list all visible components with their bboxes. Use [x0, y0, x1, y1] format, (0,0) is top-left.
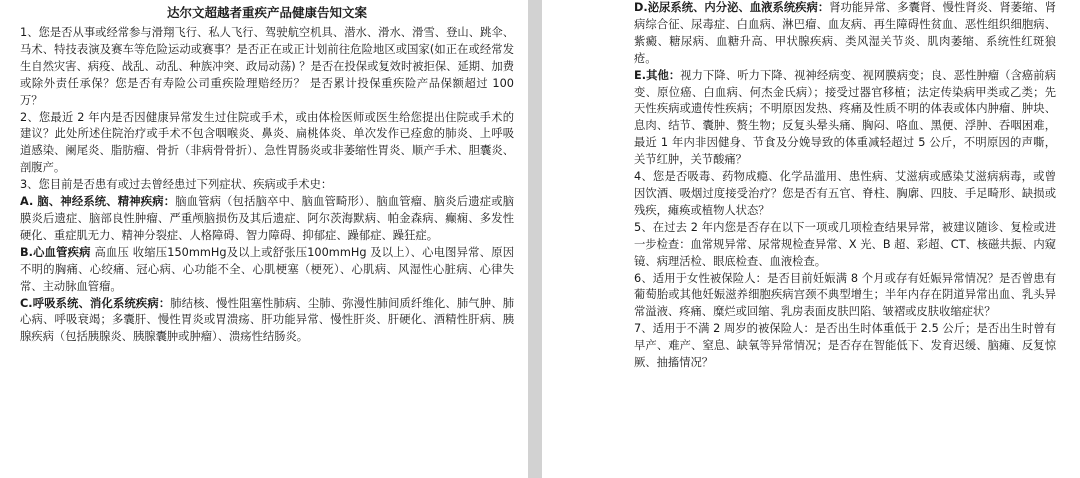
paragraph-heading: A. 脑、神经系统、精神疾病：: [20, 195, 176, 209]
paragraph-heading: C.呼吸系统、消化系统疾病：: [20, 296, 171, 310]
paragraph: [20, 296, 514, 347]
paragraph: [634, 0, 1056, 68]
paragraph-heading: D.泌尿系统、内分泌、血液系统疾病：: [634, 1, 830, 14]
paragraph-text: 2、您最近 2 年内是否因健康异常发生过住院或手术，或由体检医师或医生给您提出住院或手术的建议？此处所述住院治疗或手术不包含咽喉炎、鼻炎、扁桃体炎、单次发作已痊愈的肺炎、上呼吸道感染、阑尾炎、脂肪瘤、骨折（非病骨骨折）、急性胃肠炎或非萎缩性胃炎、顺产手术、胆囊炎、剖腹产。: [20, 110, 514, 175]
right-page: [542, 0, 1080, 478]
paragraph: [20, 25, 514, 110]
paragraph: [20, 177, 514, 194]
paragraph-heading: B.心血管疾病: [20, 245, 91, 259]
paragraph: [634, 321, 1056, 372]
paragraph-text: 肺结核、慢性阻塞性肺病、尘肺、弥漫性肺间质纤维化、肺气肿、肺心病、呼吸衰竭；多囊肝、慢性胃炎或胃溃疡、肝功能异常、慢性肝炎、肝硬化、酒精性肝病、胰腺疾病（包括胰腺炎、胰腺囊肿或肿瘤）、溃疡性结肠炎。: [20, 296, 514, 344]
paragraph: [634, 68, 1056, 169]
paragraph-text: 脑血管病（包括脑卒中、脑血管畸形）、脑血管瘤、脑炎后遗症或脑膜炎后遗症、脑部良性肿瘤、严重颅脑损伤及其后遗症、阿尔茨海默病、帕金森病、癫痫、多发性硬化、重症肌无力、精神分裂症、人格障碍、智力障碍、抑郁症、躁郁症、躁狂症。: [20, 195, 514, 242]
paragraph-text: 视力下降、听力下降、视神经病变、视网膜病变；良、恶性肿瘤（含癌前病变、原位癌、白血病、何杰金氏病）；接受过器官移植；法定传染病甲类或乙类；先天性疾病或遗传性疾病；不明原因发热、疼痛及性质不明的体表或体内肿瘤、肿块、息肉、结节、囊肿、赘生物；反复头晕头痛、胸闷、咯血、黑便、浮肿、吞咽困难，最近 1 年内非因健身、节食及分娩导致的体重减轻超过 5 公斤，不明原因的声嘶，关节红肿，关节酸痛？: [634, 68, 1056, 167]
paragraph: [634, 271, 1056, 322]
paragraph-text: 1、您是否从事或经常参与滑翔飞行、私人飞行、驾驶航空机具、潜水、滑水、滑雪、登山、跳伞、马术、特技表演及赛车等危险运动或赛事？是否正在或正计划前往危险地区或国家(如正在或经常发生自然灾害、病疫、战乱、动乱、种族冲突、政局动荡) ？是否在投保或复效时被拒保、延期、加费或除外责任承保？您是否有寿险公司重疾险理赔经历？ 是否累计投保重疾险产品保额超过 100 万？: [20, 26, 514, 107]
paragraph-text: 高血压 收缩压150mmHg及以上或舒张压100mmHg 及以上）、心电图异常、原因不明的胸痛、心绞痛、冠心病、心功能不全、心肌梗塞（梗死）、心肌病、风湿性心脏病、心律失常、主动脉血管瘤。: [20, 245, 514, 293]
paragraph: [634, 220, 1056, 271]
paragraph: [20, 110, 514, 178]
paragraph-text: 肾功能异常、多囊肾、慢性肾炎、肾萎缩、肾病综合征、尿毒症、白血病、淋巴瘤、血友病、再生障碍性贫血、恶性组织细胞病、紫癜、糖尿病、血糖升高、甲状腺疾病、类风湿关节炎、肌肉萎缩、系统性红斑狼疮。: [634, 1, 1057, 65]
paragraph-heading: E.其他：: [634, 68, 681, 82]
paragraph-text: 6、适用于女性被保险人：是否目前妊娠满 8 个月或存有妊娠异常情况？是否曾患有葡萄胎或其他妊娠滋养细胞疾病宫颈不典型增生；半年内存在阴道异常出血、乳头异常溢液、疼痛、糜烂或回缩、乳房表面皮肤凹陷、皱褶或皮肤收缩症状？: [634, 271, 1056, 319]
paragraph: [634, 169, 1056, 220]
paragraph-text: 3、您目前是否患有或过去曾经患过下列症状、疾病或手术史：: [20, 178, 333, 192]
left-page: [0, 0, 528, 478]
paragraph-text: 5、在过去 2 年内您是否存在以下一项或几项检查结果异常，被建议随诊、复检或进一步检查：血常规异常、尿常规检查异常、X 光、B 超、彩超、CT、核磁共振、内窥镜、病理活检、眼底检查、血液检查。: [634, 220, 1056, 268]
page-gutter: [528, 0, 542, 478]
paragraph: [20, 194, 514, 245]
paragraph: [20, 245, 514, 296]
paragraph-text: 7、适用于不满 2 周岁的被保险人：是否出生时体重低于 2.5 公斤；是否出生时曾有早产、难产、窒息、缺氧等异常情况；是否存在智能低下、发育迟缓、脑瘫、反复惊厥、抽搐情况？: [634, 322, 1056, 370]
right-column-text: [634, 0, 1056, 372]
left-column-text: [20, 25, 514, 346]
document-title: 达尔文超越者重疾产品健康告知文案: [166, 5, 367, 20]
paragraph-text: 4、您是否吸毒、药物成瘾、化学品滥用、患性病、艾滋病或感染艾滋病病毒，或曾因饮酒、吸烟过度接受治疗？您是否有五官、脊柱、胸廓、四肢、手足畸形、缺损或残疾，瘫痪或植物人状态？: [634, 170, 1056, 217]
